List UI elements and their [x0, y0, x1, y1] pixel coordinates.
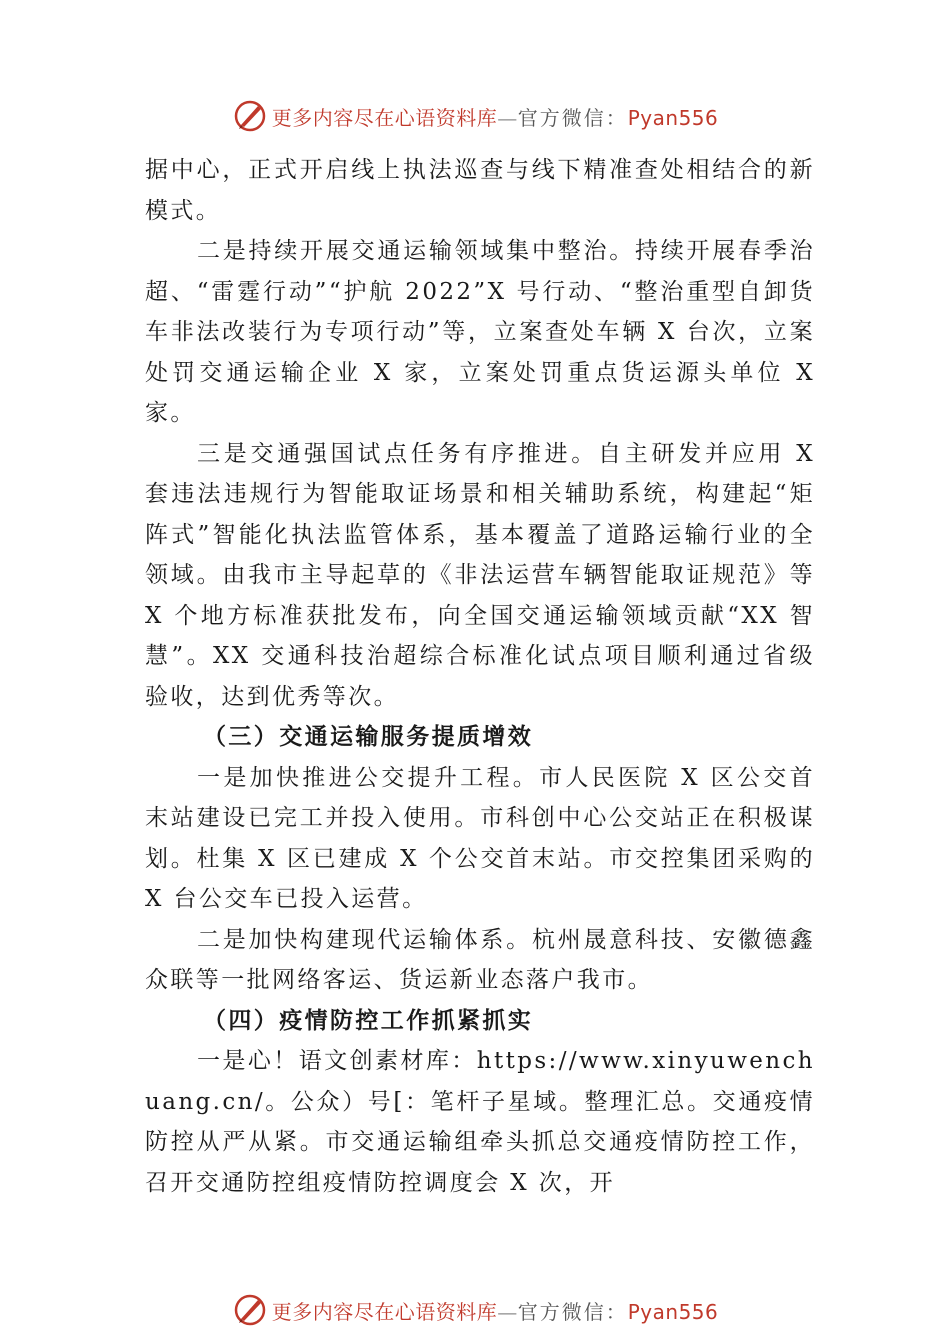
section-heading: （三）交通运输服务提质增效 [203, 723, 534, 750]
banner-site: 更多内容尽在心语资料库 [271, 1299, 498, 1324]
banner-wechat-label: 官方微信： [517, 105, 628, 130]
banner-site: 更多内容尽在心语资料库 [271, 105, 498, 130]
body-paragraph: 二是持续开展交通运输领域集中整治。持续开展春季治超、“雷霆行动”“护航 2022”X 号行动、“整治重型自卸货车非法改装行为专项行动”等，立案查处车辆 X 台次，立案处罚交通运输企业 X 家，立案处罚重点货运源头单位 X 家。 [145, 238, 815, 426]
banner-wechat-label: 官方微信： [517, 1299, 628, 1324]
banner-wechat-id: Pyan556 [627, 1299, 719, 1324]
body-paragraph: 一是加快推进公交提升工程。市人民医院 X 区公交首末站建设已完工并投入使用。市科创中心公交站正在积极谋划。杜集 X 区已建成 X 个公交首末站。市交控集团采购的 X 台公交车已投入运营。 [145, 764, 815, 912]
body-paragraph: 一是心！语文创素材库：https://www.xinyuwenchuang.cn/。公众）号[：笔杆子星域。整理汇总。交通疫情防控从严从紧。市交通运输组牵头抓总交通疫情防控工作，召开交通防控组疫情防控调度会 X 次，开 [145, 1048, 815, 1196]
banner-text [272, 1296, 719, 1325]
banner-separator: — [497, 105, 518, 130]
quill-pen-logo-icon [232, 98, 268, 134]
banner-wechat-id: Pyan556 [627, 105, 719, 130]
body-paragraph: 据中心，正式开启线上执法巡查与线下精准查处相结合的新模式。 [145, 157, 815, 224]
banner-text [272, 102, 719, 131]
header-banner [0, 96, 950, 136]
document-body [145, 150, 815, 1203]
footer-banner [0, 1290, 950, 1330]
section-heading: （四）疫情防控工作抓紧抓实 [203, 1006, 534, 1034]
body-paragraph: 二是加快构建现代运输体系。杭州晟意科技、安徽德鑫众联等一批网络客运、货运新业态落户我市。 [145, 926, 815, 993]
quill-pen-logo-icon [232, 1292, 268, 1328]
body-paragraph: 三是交通强国试点任务有序推进。自主研发并应用 X 套违法违规行为智能取证场景和相关辅助系统，构建起“矩阵式”智能化执法监管体系，基本覆盖了道路运输行业的全领域。由我市主导起草的《非法运营车辆智能取证规范》等 X 个地方标准获批发布，向全国交通运输领域贡献“XX 智慧”。XX 交通科技治超综合标准化试点项目顺利通过省级验收，达到优秀等次。 [145, 440, 815, 710]
banner-separator: — [497, 1299, 518, 1324]
